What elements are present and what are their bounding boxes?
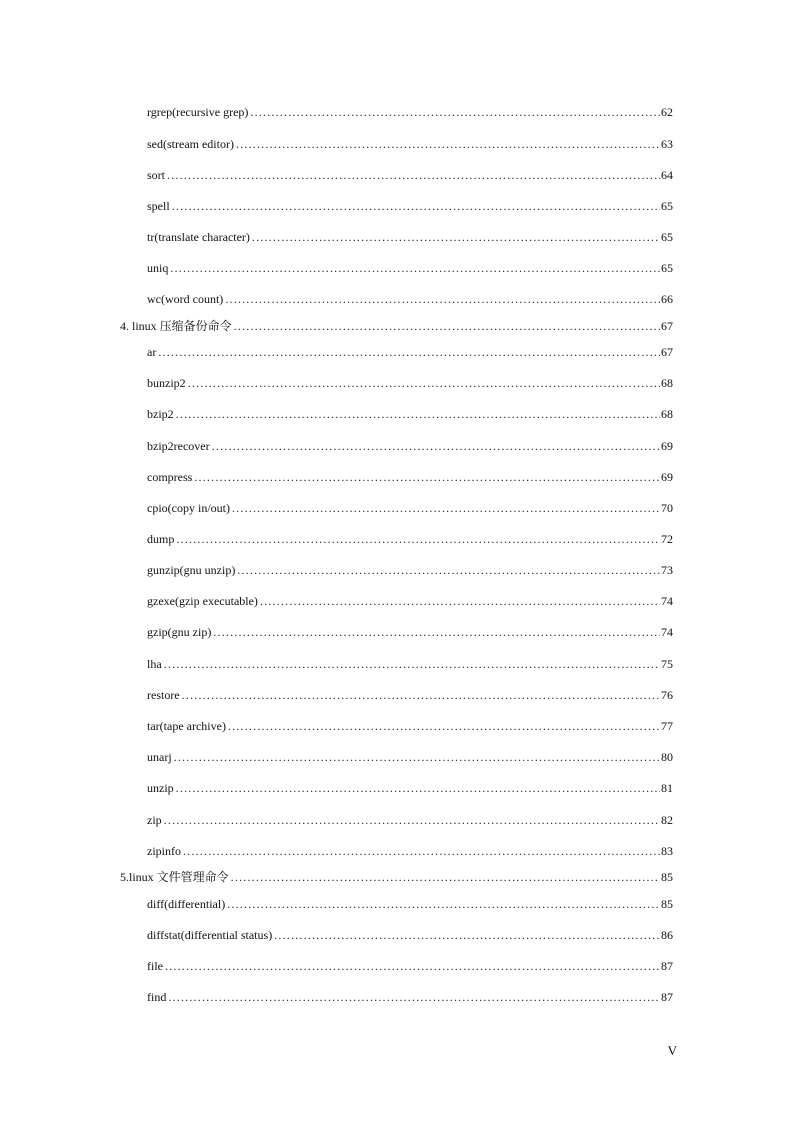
- toc-entry-page: 73: [661, 563, 673, 577]
- toc-entry[interactable]: [147, 812, 673, 828]
- toc-dot-leader: [250, 104, 660, 120]
- toc-entry[interactable]: [147, 469, 673, 485]
- toc-dot-leader: [225, 291, 660, 307]
- toc-entry-page: 74: [661, 625, 673, 639]
- toc-entry-page: 85: [661, 870, 673, 884]
- toc-entry[interactable]: [147, 718, 673, 734]
- toc-entry[interactable]: [147, 291, 673, 307]
- toc-entry-page: 86: [661, 928, 673, 942]
- toc-entry-page: 65: [661, 230, 673, 244]
- toc-entry-title: cpio(copy in/out): [147, 501, 230, 515]
- toc-entry-page: 87: [661, 959, 673, 973]
- toc-dot-leader: [232, 500, 660, 516]
- toc-dot-leader: [188, 375, 660, 391]
- toc-entry-title: 5.linux 文件管理命令: [120, 870, 229, 884]
- toc-dot-leader: [164, 656, 660, 672]
- toc-entry-page: 80: [661, 750, 673, 764]
- toc-entry[interactable]: [147, 896, 673, 912]
- toc-entry-page: 82: [661, 813, 673, 827]
- toc-entry-title: sed(stream editor): [147, 137, 234, 151]
- toc-entry-title: sort: [147, 168, 165, 182]
- toc-entry-title: gzexe(gzip executable): [147, 594, 258, 608]
- toc-entry[interactable]: [147, 562, 673, 578]
- toc-entry-title: uniq: [147, 261, 169, 275]
- toc-entry[interactable]: [147, 927, 673, 943]
- toc-entry-page: 72: [661, 532, 673, 546]
- toc-entry-page: 74: [661, 594, 673, 608]
- toc-entry-page: 67: [661, 345, 673, 359]
- toc-entry-page: 83: [661, 844, 673, 858]
- toc-entry-page: 76: [661, 688, 673, 702]
- toc-entry-title: tar(tape archive): [147, 719, 226, 733]
- toc-entry-page: 85: [661, 897, 673, 911]
- toc-entry[interactable]: [147, 406, 673, 422]
- toc-entry-title: find: [147, 990, 167, 1004]
- toc-entry-title: gzip(gnu zip): [147, 625, 212, 639]
- toc-entry-title: compress: [147, 470, 193, 484]
- toc-entry[interactable]: [147, 500, 673, 516]
- toc-entry-page: 69: [661, 470, 673, 484]
- toc-entry-page: 68: [661, 376, 673, 390]
- toc-entry[interactable]: [147, 656, 673, 672]
- toc-entry[interactable]: [147, 198, 673, 214]
- toc-dot-leader: [231, 869, 660, 885]
- toc-entry[interactable]: [147, 989, 673, 1005]
- toc-dot-leader: [212, 438, 660, 454]
- toc-dot-leader: [194, 469, 660, 485]
- toc-dot-leader: [165, 958, 660, 974]
- toc-entry-page: 67: [661, 319, 673, 333]
- toc-entry-page: 69: [661, 439, 673, 453]
- toc-entry-title: restore: [147, 688, 180, 702]
- toc-entry-title: gunzip(gnu unzip): [147, 563, 236, 577]
- toc-entry-page: 70: [661, 501, 673, 515]
- toc-entry-title: zip: [147, 813, 162, 827]
- toc-entry-title: wc(word count): [147, 292, 224, 306]
- toc-entry-page: 63: [661, 137, 673, 151]
- toc-dot-leader: [237, 562, 660, 578]
- toc-entry[interactable]: [147, 438, 673, 454]
- toc-entry[interactable]: [147, 167, 673, 183]
- toc-dot-leader: [183, 843, 660, 859]
- toc-entry-title: bzip2: [147, 407, 174, 421]
- toc-entry-page: 77: [661, 719, 673, 733]
- toc-entry[interactable]: [147, 344, 673, 360]
- toc-dot-leader: [182, 687, 660, 703]
- toc-entry[interactable]: [147, 687, 673, 703]
- toc-dot-leader: [236, 136, 660, 152]
- toc-entry-title: diffstat(differential status): [147, 928, 273, 942]
- toc-entry[interactable]: [147, 780, 673, 796]
- toc-entry-page: 62: [661, 105, 673, 119]
- toc-dot-leader: [228, 718, 660, 734]
- toc-dot-leader: [227, 896, 660, 912]
- toc-entry-title: unarj: [147, 750, 172, 764]
- toc-dot-leader: [176, 406, 660, 422]
- toc-entry-title: bunzip2: [147, 376, 186, 390]
- toc-entry-page: 87: [661, 990, 673, 1004]
- toc-entry-title: unzip: [147, 781, 174, 795]
- toc-entry-page: 81: [661, 781, 673, 795]
- toc-entry-title: 4. linux 压缩备份命令: [120, 319, 232, 333]
- toc-entry-title: file: [147, 959, 163, 973]
- toc-entry[interactable]: [147, 593, 673, 609]
- toc-entry[interactable]: [147, 749, 673, 765]
- toc-entry[interactable]: [120, 869, 673, 885]
- toc-dot-leader: [158, 344, 660, 360]
- toc-dot-leader: [213, 624, 660, 640]
- toc-entry[interactable]: [147, 260, 673, 276]
- toc-entry-title: dump: [147, 532, 175, 546]
- toc-entry-title: rgrep(recursive grep): [147, 105, 249, 119]
- toc-entry-page: 68: [661, 407, 673, 421]
- toc-entry-title: lha: [147, 657, 162, 671]
- toc-dot-leader: [167, 167, 660, 183]
- toc-entry-page: 66: [661, 292, 673, 306]
- toc-entry-page: 65: [661, 199, 673, 213]
- toc-entry[interactable]: [147, 958, 673, 974]
- toc-dot-leader: [234, 318, 660, 334]
- toc-dot-leader: [252, 229, 660, 245]
- toc-dot-leader: [274, 927, 660, 943]
- toc-dot-leader: [170, 260, 660, 276]
- toc-entry[interactable]: [147, 624, 673, 640]
- toc-entry-page: 75: [661, 657, 673, 671]
- toc-entry-title: tr(translate character): [147, 230, 250, 244]
- toc-entry[interactable]: [147, 375, 673, 391]
- toc-entry-title: bzip2recover: [147, 439, 210, 453]
- toc-entry-title: zipinfo: [147, 844, 181, 858]
- toc-entry-title: spell: [147, 199, 170, 213]
- page-number: V: [667, 1043, 677, 1058]
- toc-entry[interactable]: [147, 531, 673, 547]
- toc-entry[interactable]: [147, 136, 673, 152]
- toc-entry-title: diff(differential): [147, 897, 226, 911]
- toc-dot-leader: [174, 749, 660, 765]
- toc-dot-leader: [172, 198, 660, 214]
- toc-dot-leader: [164, 812, 660, 828]
- toc-entry-page: 64: [661, 168, 673, 182]
- toc-dot-leader: [168, 989, 660, 1005]
- toc-entry[interactable]: [147, 843, 673, 859]
- toc-entry[interactable]: [147, 229, 673, 245]
- toc-dot-leader: [176, 531, 660, 547]
- toc-dot-leader: [176, 780, 660, 796]
- toc-dot-leader: [260, 593, 660, 609]
- toc-entry[interactable]: [120, 318, 673, 334]
- toc-entry-page: 65: [661, 261, 673, 275]
- toc-entry[interactable]: [147, 104, 673, 120]
- toc-entry-title: ar: [147, 345, 157, 359]
